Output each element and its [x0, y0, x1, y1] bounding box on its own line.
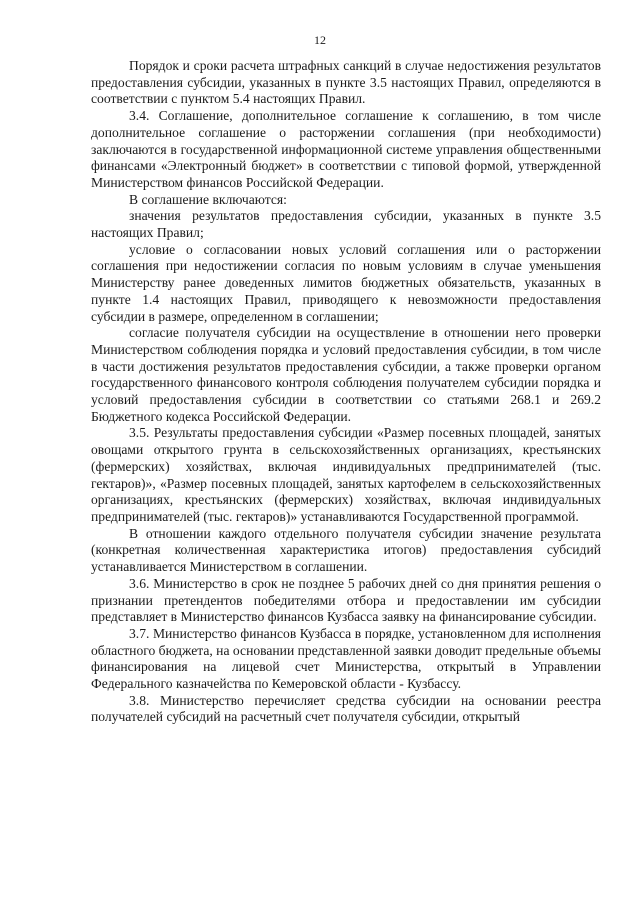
paragraph: В отношении каждого отдельного получателя субсидии значение результата (конкретная количественная характеристика итогов) предоставления субсидий устанавливается Министерством в соглашении.	[91, 525, 601, 575]
paragraph: значения результатов предоставления субсидии, указанных в пункте 3.5 настоящих Правил;	[91, 208, 601, 241]
document-body	[91, 58, 601, 726]
paragraph: условие о согласовании новых условий соглашения или о расторжении соглашения при недостижении согласия по новым условиям в случае уменьшения Министерству ранее доведенных лимитов бюджетных обязательств, указанных в пункте 1.4 настоящих Правил, приводящего к невозможности предоставления субсидии в размере, определенном в соглашении;	[91, 241, 601, 324]
page-number: 12	[314, 33, 326, 47]
paragraph: 3.6. Министерство в срок не позднее 5 рабочих дней со дня принятия решения о признании претендентов победителями отбора и предоставлении им субсидии представляет в Министерство финансов Кузбасса заявку на финансирование субсидии.	[91, 575, 601, 625]
paragraph: 3.7. Министерство финансов Кузбасса в порядке, установленном для исполнения областного бюджета, на основании представленной заявки доводит предельные объемы финансирования на лицевой счет Министерства, открытый в Управлении Федерального казначейства по Кемеровской области - Кузбассу.	[91, 625, 601, 692]
paragraph: 3.5. Результаты предоставления субсидии «Размер посевных площадей, занятых овощами открытого грунта в сельскохозяйственных организациях, крестьянских (фермерских) хозяйствах, включая индивидуальных предпринимателей (тыс. гектаров)», «Размер посевных площадей, занятых картофелем в сельскохозяйственных организациях, крестьянских (фермерских) хозяйствах, включая индивидуальных предпринимателей (тыс. гектаров)» устанавливаются Государственной программой.	[91, 425, 601, 524]
paragraph: В соглашение включаются:	[129, 191, 287, 207]
paragraph: 3.4. Соглашение, дополнительное соглашение к соглашению, в том числе дополнительное соглашение о расторжении соглашения (при необходимости) заключаются в государственной информационной системе управления общественными финансами «Электронный бюджет» в соответствии с типовой формой, утвержденной Министерством финансов Российской Федерации.	[91, 108, 601, 190]
paragraph: 3.8. Министерство перечисляет средства субсидии на основании реестра получателей субсидий на расчетный счет получателя субсидии, открытый	[91, 692, 601, 725]
paragraph: Порядок и сроки расчета штрафных санкций в случае недостижения результатов предоставления субсидии, указанных в пункте 3.5 настоящих Правил, определяются в соответствии с пунктом 5.4 настоящих Правил.	[91, 58, 601, 107]
paragraph: согласие получателя субсидии на осуществление в отношении него проверки Министерством соблюдения порядка и условий предоставления субсидии, в том числе в части достижения результатов предоставления субсидии, а также проверки органом государственного финансового контроля соблюдения получателем субсидии порядка и условий предоставления субсидии в соответствии со статьями 268.1 и 269.2 Бюджетного кодекса Российской Федерации.	[91, 325, 601, 424]
